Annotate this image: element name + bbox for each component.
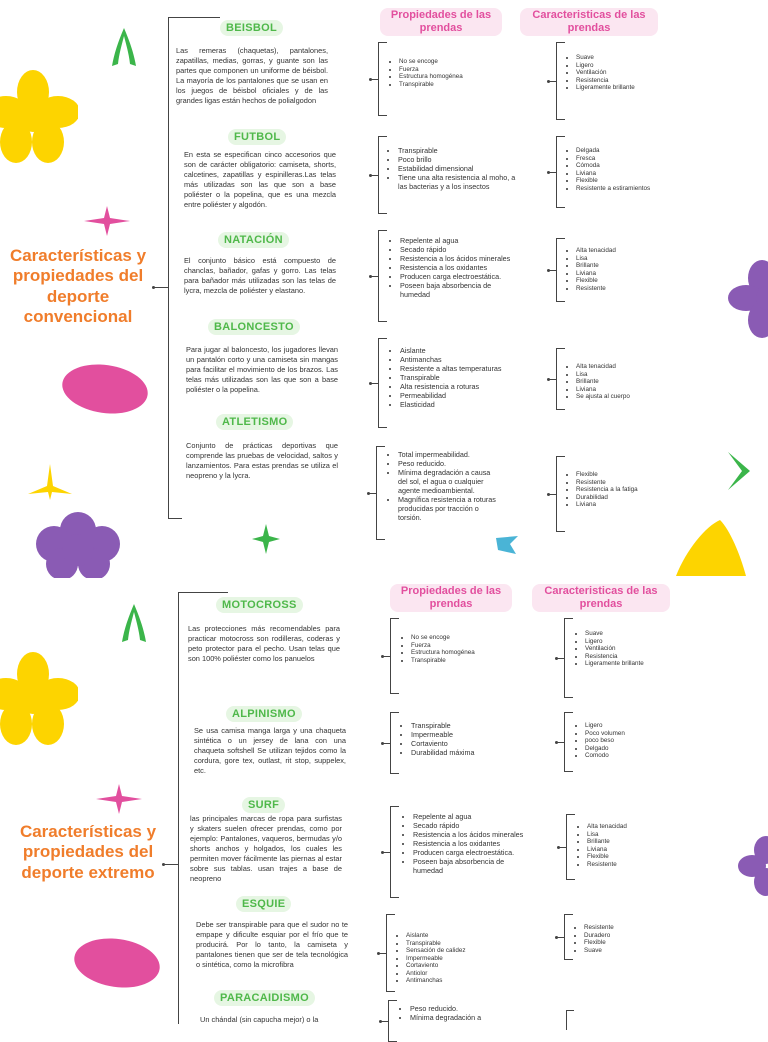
section2-props-header: Propiedades de las prendas bbox=[390, 584, 512, 612]
blue-flag-icon bbox=[496, 536, 518, 554]
chars-beisbol: • Suave • Ligero • Ventilación • Resistencia • Ligeramente brillante bbox=[566, 54, 666, 92]
green-leaf-icon bbox=[110, 28, 138, 68]
props-surf: • Repelente al agua • Secado rápido • Resistencia a los ácidos minerales • Resistencia a los oxidantes • Producen carga electroestática. • Poseen baja absorbencia de humedad bbox=[403, 812, 525, 875]
desc-motocross: Las protecciones más recomendables para practicar motocross son rodilleras, coderas y peto protector para el pecho. Usan telas que son 100% poliéster como los panuelos bbox=[188, 624, 340, 664]
sport-baloncesto: BALONCESTO bbox=[208, 319, 300, 335]
sport-surf: SURF bbox=[242, 797, 285, 813]
section1-props-header: Propiedades de las prendas bbox=[380, 8, 502, 36]
pink-blob-2-icon bbox=[72, 936, 162, 990]
yellow-flower-icon bbox=[0, 70, 78, 165]
props-motocross: • No se encoge • Fuerza • Estructura homogénea • Transpirable bbox=[401, 634, 479, 664]
chars-baloncesto: • Alta tenacidad • Lisa • Brillante • Liviana • Se ajusta al cuerpo bbox=[566, 363, 666, 401]
desc-futbol: En esta se especifican cinco accesorios que son de carácter obligatorio: camiseta, shorts, calcetines, zapatillas y espinilleras.Las telas más utilizadas son las que son a base poliéster o la popelina, que es una mezcla entre poliéster y algodón. bbox=[184, 150, 336, 210]
desc-paracaidismo: Un chándal (sin capucha mejor) o la bbox=[200, 1015, 319, 1024]
section2-chars-header: Caracteristicas de las prendas bbox=[532, 584, 670, 612]
desc-esquie: Debe ser transpirable para que el sudor no te empape y dificulte esquiar por el frío que te producirá. Por lo tanto, la camiseta y pantalones tienen que ser de tela tecnológica o sintética, como la microfibra bbox=[196, 920, 348, 970]
chars-esquie: • Resistente • Duradero • Flexible • Suave bbox=[574, 924, 664, 954]
sport-atletismo: ATLETISMO bbox=[216, 414, 293, 430]
chars-natacion: • Alta tenacidad • Lisa • Brillante • Liviana • Flexible • Resistente bbox=[566, 247, 666, 292]
sport-alpinismo: ALPINISMO bbox=[226, 706, 302, 722]
green-leaf-2-icon bbox=[120, 604, 148, 644]
purple-flower-icon bbox=[30, 508, 125, 578]
green-arrow-icon bbox=[728, 452, 750, 490]
desc-baloncesto: Para jugar al baloncesto, los jugadores llevan un pantalón corto y una camiseta sin mangas para facilitar el movimiento de los brazos. Las telas más utilizadas son las que son a base poliéster o la popelina. bbox=[186, 345, 338, 395]
props-beisbol: • No se encoge • Fuerza • Estructura homogénea • Transpirable bbox=[389, 58, 467, 88]
sport-futbol: FUTBOL bbox=[228, 129, 286, 145]
sport-natacion: NATACIÓN bbox=[218, 232, 289, 248]
props-natacion: • Repelente al agua • Secado rápido • Resistencia a los ácidos minerales • Resistencia a los oxidantes • Producen carga electroestática. • Poseen baja absorbencia de humedad bbox=[390, 236, 512, 299]
section2-spine bbox=[178, 592, 179, 1024]
props-futbol: • Transpirable • Poco brillo • Estabilidad dimensional • Tiene una alta resistencia al moho, a las bacterias y a los insectos bbox=[388, 146, 516, 191]
chars-motocross: • Suave • Ligero • Ventilación • Resistencia • Ligeramente brillante bbox=[575, 630, 675, 668]
yellow-burst-icon bbox=[28, 464, 72, 500]
pink-blob-icon bbox=[60, 362, 150, 416]
sport-paracaidismo: PARACAIDISMO bbox=[214, 990, 315, 1006]
props-paracaidismo: • Peso reducido. • Mínima degradación a bbox=[400, 1004, 510, 1022]
section1-spine bbox=[168, 17, 169, 518]
pink-sparkle-2-icon bbox=[96, 784, 142, 814]
purple-flower-right-icon bbox=[728, 258, 768, 338]
sport-motocross: MOTOCROSS bbox=[216, 597, 303, 613]
chars-surf: • Alta tenacidad • Lisa • Brillante • Liviana • Flexible • Resistente bbox=[577, 823, 677, 868]
green-sparkle-icon bbox=[252, 524, 280, 554]
desc-natacion: El conjunto básico está compuesto de chanclas, bañador, gafas y gorro. Las telas para bañador más utilizadas son las telas de lycra, mezcla de poliéster y elastano. bbox=[184, 256, 336, 296]
props-atletismo: • Total impermeabilidad. • Peso reducido. • Mínima degradación a causa del sol, el agua o cualquier agente medioambiental. • Magnífica resistencia a roturas producidas por tracción o torsión. bbox=[388, 450, 498, 522]
sport-esquie: ESQUIE bbox=[236, 896, 291, 912]
yellow-flower-2-icon bbox=[0, 652, 78, 747]
purple-flower-right-2-icon bbox=[738, 836, 768, 896]
desc-beisbol: Las remeras (chaquetas), pantalones, zapatillas, medias, gorras, y guante son las partes que componen un uniforme de béisbol. La mayoría de los pantalones que se usan en los juegos de béisbol oficiales y de las grandes ligas están hechos de polialgodon bbox=[176, 46, 328, 106]
yellow-triangle-icon bbox=[676, 520, 746, 576]
desc-surf: las principales marcas de ropa para surfistas y skaters suelen ofrecer prendas, como por ejemplo: Pantalones, vaqueros, bermudas y/o shorts anchos y holgados, los cuales les permiten mover fácilmente las piernas al estar sobre sus tablas. usan trajes a base de neopreno bbox=[190, 814, 342, 884]
chars-atletismo: • Flexible • Resistente • Resistencia a la fatiga • Durabilidad • Liviana bbox=[566, 471, 676, 509]
props-esquie: • Aislante • Transpirable • Sensación de calidez • Impermeable • Cortaviento • Antiolor • Antimanchas bbox=[396, 932, 496, 985]
section2-title: Características y propiedades del deporte extremo bbox=[19, 822, 157, 882]
section1-title: Características y propiedades del deporte convencional bbox=[9, 246, 147, 327]
section1-chars-header: Caracteristicas de las prendas bbox=[520, 8, 658, 36]
chars-futbol: • Delgada • Fresca • Cómoda • Liviana • Flexible • Resistente a estiramientos bbox=[566, 147, 676, 192]
desc-atletismo: Conjunto de prácticas deportivas que comprende las pruebas de velocidad, saltos y lanzamientos. Para estas prendas se utiliza el neopreno y la lycra. bbox=[186, 441, 338, 481]
pink-sparkle-icon bbox=[84, 206, 130, 236]
props-baloncesto: • Aislante • Antimanchas • Resistente a altas temperaturas • Transpirable • Alta resistencia a roturas • Permeabilidad • Elasticidad bbox=[390, 346, 510, 409]
sport-beisbol: BEISBOL bbox=[220, 20, 283, 36]
desc-alpinismo: Se usa camisa manga larga y una chaqueta sintética o un jersey de lana con una chaqueta softshell Se utilizan tejidos como la cordura, gore tex, outlast, rit stop, suppelex, etc. bbox=[194, 726, 346, 776]
chars-alpinismo: • Ligero • Poco volumen • poco beso • Delgado • Comodo bbox=[575, 722, 675, 760]
props-alpinismo: • Transpirable • Impermeable • Cortaviento • Durabilidad máxima bbox=[401, 721, 511, 757]
